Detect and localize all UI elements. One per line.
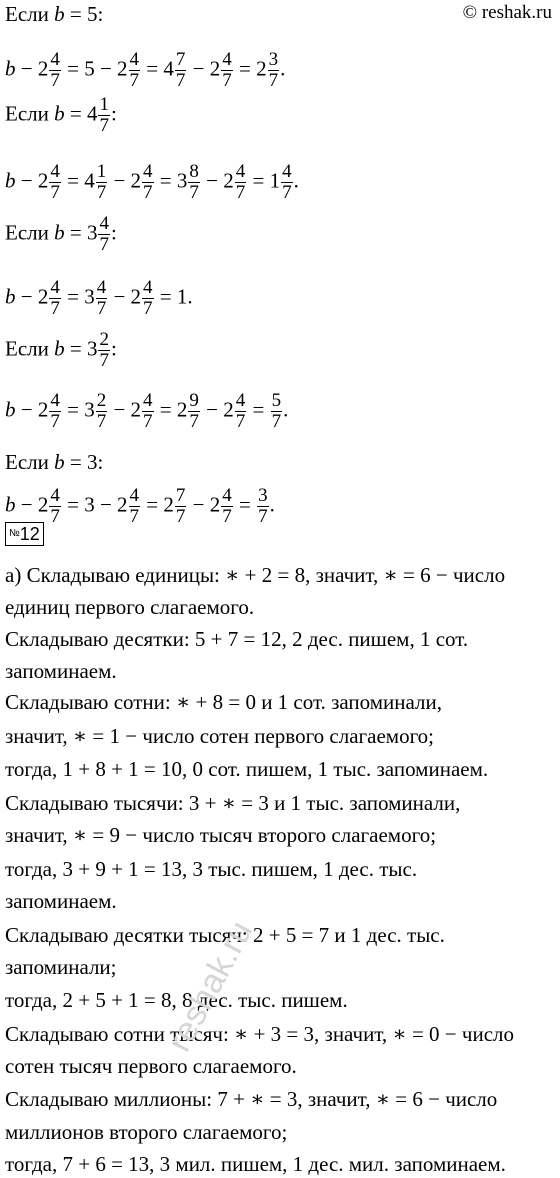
fraction <box>221 486 233 527</box>
denominator: 7 <box>50 70 60 91</box>
variable-b: b <box>5 284 16 309</box>
denominator: 7 <box>96 298 107 319</box>
variable-b: b <box>54 450 65 474</box>
numerator: 4 <box>282 161 292 182</box>
denominator: 7 <box>50 182 60 203</box>
variable-b: b <box>5 56 16 81</box>
denominator: 7 <box>143 182 153 203</box>
denominator: 7 <box>143 298 153 319</box>
case-condition: Если b = 4 $\frac{1}{7}$ : <box>5 94 117 136</box>
text-line: Складываю тысячи: 3 + ∗ = 3 и 1 тыс. запоминали, <box>5 791 461 815</box>
fraction <box>142 278 154 319</box>
fraction <box>188 391 200 432</box>
fraction <box>235 391 247 432</box>
denominator: 7 <box>99 350 109 371</box>
numerator: 4 <box>129 485 140 506</box>
fraction <box>49 50 61 91</box>
denominator: 7 <box>235 411 246 432</box>
fraction <box>98 214 110 255</box>
variable-b: b <box>54 2 65 26</box>
numerator: 2 <box>96 390 107 411</box>
numerator: 4 <box>50 49 60 70</box>
denominator: 7 <box>189 411 199 432</box>
numerator: 4 <box>235 390 246 411</box>
numerator: 4 <box>50 390 60 411</box>
numerator: 2 <box>99 329 109 350</box>
denominator: 7 <box>175 70 186 91</box>
fraction <box>281 162 293 203</box>
denominator: 7 <box>50 298 60 319</box>
numerator: 3 <box>258 485 268 506</box>
case-expression: b − 2 $\frac{4}{7}$ = 3 $\frac{4}{7}$ − 2 $\frac{4}{7}$ = 1. <box>5 277 193 319</box>
task-number: №12 <box>5 522 44 546</box>
denominator: 7 <box>258 506 268 527</box>
watermark: © reshak.ru <box>462 2 552 23</box>
numerator: 4 <box>50 161 60 182</box>
diagonal-watermark: reshak.ru <box>160 914 261 1058</box>
variable-b: b <box>54 220 65 245</box>
fraction <box>188 162 200 203</box>
text-line: единиц первого слагаемого. <box>5 595 255 619</box>
variable-b: b <box>5 168 16 193</box>
fraction <box>235 162 247 203</box>
denominator: 7 <box>129 70 140 91</box>
denominator: 7 <box>129 506 140 527</box>
text-line: тогда, 1 + 8 + 1 = 10, 0 сот. пишем, 1 тыс. запоминаем. <box>5 757 489 781</box>
numerator: 4 <box>50 485 60 506</box>
fraction <box>142 391 154 432</box>
case-expression: b − 2 $\frac{4}{7}$ = 5 − 2 $\frac{4}{7}$ = 4 $\frac{7}{7}$ − 2 $\frac{4}{7}$ = 2 $\frac{3}{7}$ . <box>5 49 286 91</box>
fraction <box>96 162 108 203</box>
case-expression: b − 2 $\frac{4}{7}$ = 3 − 2 $\frac{4}{7}$ = 2 $\frac{7}{7}$ − 2 $\frac{4}{7}$ = $\frac{3}{7}$ . <box>5 485 275 527</box>
text-line: Складываю десятки: 5 + 7 = 12, 2 дес. пишем, 1 сот. <box>5 627 469 651</box>
denominator: 7 <box>268 70 279 91</box>
text-line: запоминаем. <box>5 889 117 913</box>
numerator: 4 <box>129 49 140 70</box>
case-condition: Если b = 5: <box>5 2 104 26</box>
numerator: 4 <box>96 277 107 298</box>
denominator: 7 <box>271 411 282 432</box>
numerator: 5 <box>271 390 282 411</box>
number-sign: № <box>9 528 20 539</box>
text-line: значит, ∗ = 9 − число тысяч второго слагаемого; <box>5 823 437 847</box>
text-line: а) Складываю единицы: ∗ + 2 = 8, значит, ∗ = 6 − число <box>5 563 506 587</box>
numerator: 4 <box>143 277 153 298</box>
text-line: Складываю сотни тысяч: ∗ + 3 = 3, значит, ∗ = 0 − число <box>5 1022 514 1046</box>
case-condition: Если b = 3 $\frac{2}{7}$ : <box>5 329 117 371</box>
numerator: 4 <box>143 161 153 182</box>
text-line: значит, ∗ = 1 − число сотен первого слагаемого; <box>5 724 435 748</box>
denominator: 7 <box>222 70 232 91</box>
denominator: 7 <box>189 182 199 203</box>
numerator: 8 <box>189 161 199 182</box>
text-line: тогда, 3 + 9 + 1 = 13, 3 тыс. пишем, 1 дес. тыс. <box>5 857 418 881</box>
fraction <box>129 486 141 527</box>
fraction <box>49 162 61 203</box>
denominator: 7 <box>50 411 60 432</box>
denominator: 7 <box>99 234 109 255</box>
fraction <box>271 391 283 432</box>
text-line: запоминаем. <box>5 659 117 683</box>
numerator: 4 <box>222 485 232 506</box>
fraction <box>98 330 110 371</box>
variable-b: b <box>5 492 16 517</box>
task-number-badge <box>5 521 44 546</box>
text-line: тогда, 7 + 6 = 13, 3 мил. пишем, 1 дес. мил. запоминаем. <box>5 1152 506 1176</box>
numerator: 4 <box>222 49 232 70</box>
numerator: 1 <box>99 94 109 115</box>
fraction <box>49 391 61 432</box>
numerator: 4 <box>143 390 153 411</box>
denominator: 7 <box>96 182 107 203</box>
fraction <box>98 95 110 136</box>
text-line: Складываю десятки тысяч: 2 + 5 = 7 и 1 дес. тыс. <box>5 923 445 947</box>
denominator: 7 <box>175 506 186 527</box>
numerator: 3 <box>268 49 279 70</box>
numerator: 4 <box>235 161 246 182</box>
fraction <box>221 50 233 91</box>
fraction <box>257 486 269 527</box>
fraction <box>129 50 141 91</box>
text-line: миллионов второго слагаемого; <box>5 1120 288 1144</box>
text-line: Складываю миллионы: 7 + ∗ = 3, значит, ∗ = 6 − число <box>5 1087 498 1111</box>
variable-b: b <box>54 336 65 361</box>
denominator: 7 <box>282 182 292 203</box>
denominator: 7 <box>143 411 153 432</box>
case-condition: Если b = 3 $\frac{4}{7}$ : <box>5 213 117 255</box>
case-expression: b − 2 $\frac{4}{7}$ = 4 $\frac{1}{7}$ − 2 $\frac{4}{7}$ = 3 $\frac{8}{7}$ − 2 $\frac{4}{7}$ = 1 $\frac{4}{7}$ . <box>5 161 299 203</box>
denominator: 7 <box>50 506 60 527</box>
case-expression: b − 2 $\frac{4}{7}$ = 3 $\frac{2}{7}$ − 2 $\frac{4}{7}$ = 2 $\frac{9}{7}$ − 2 $\frac{4}{7}$ = $\frac{5}{7}$ . <box>5 390 289 432</box>
case-condition: Если b = 3: <box>5 450 104 474</box>
fraction <box>96 391 108 432</box>
fraction <box>268 50 280 91</box>
numerator: 7 <box>175 49 186 70</box>
text-line: сотен тысяч первого слагаемого. <box>5 1054 297 1078</box>
fraction <box>175 50 187 91</box>
fraction <box>175 486 187 527</box>
fraction <box>49 486 61 527</box>
denominator: 7 <box>235 182 246 203</box>
fraction <box>142 162 154 203</box>
numerator: 9 <box>189 390 199 411</box>
numerator: 1 <box>96 161 107 182</box>
fraction <box>96 278 108 319</box>
denominator: 7 <box>222 506 232 527</box>
variable-b: b <box>5 397 16 422</box>
text-line: Складываю сотни: ∗ + 8 = 0 и 1 сот. запоминали, <box>5 690 442 714</box>
text-line: тогда, 2 + 5 + 1 = 8, 8 дес. тыс. пишем. <box>5 988 348 1012</box>
numerator: 7 <box>175 485 186 506</box>
variable-b: b <box>54 101 65 126</box>
text-line: запоминали; <box>5 955 117 979</box>
numerator: 4 <box>50 277 60 298</box>
numerator: 4 <box>99 213 109 234</box>
fraction <box>49 278 61 319</box>
denominator: 7 <box>96 411 107 432</box>
denominator: 7 <box>99 115 109 136</box>
